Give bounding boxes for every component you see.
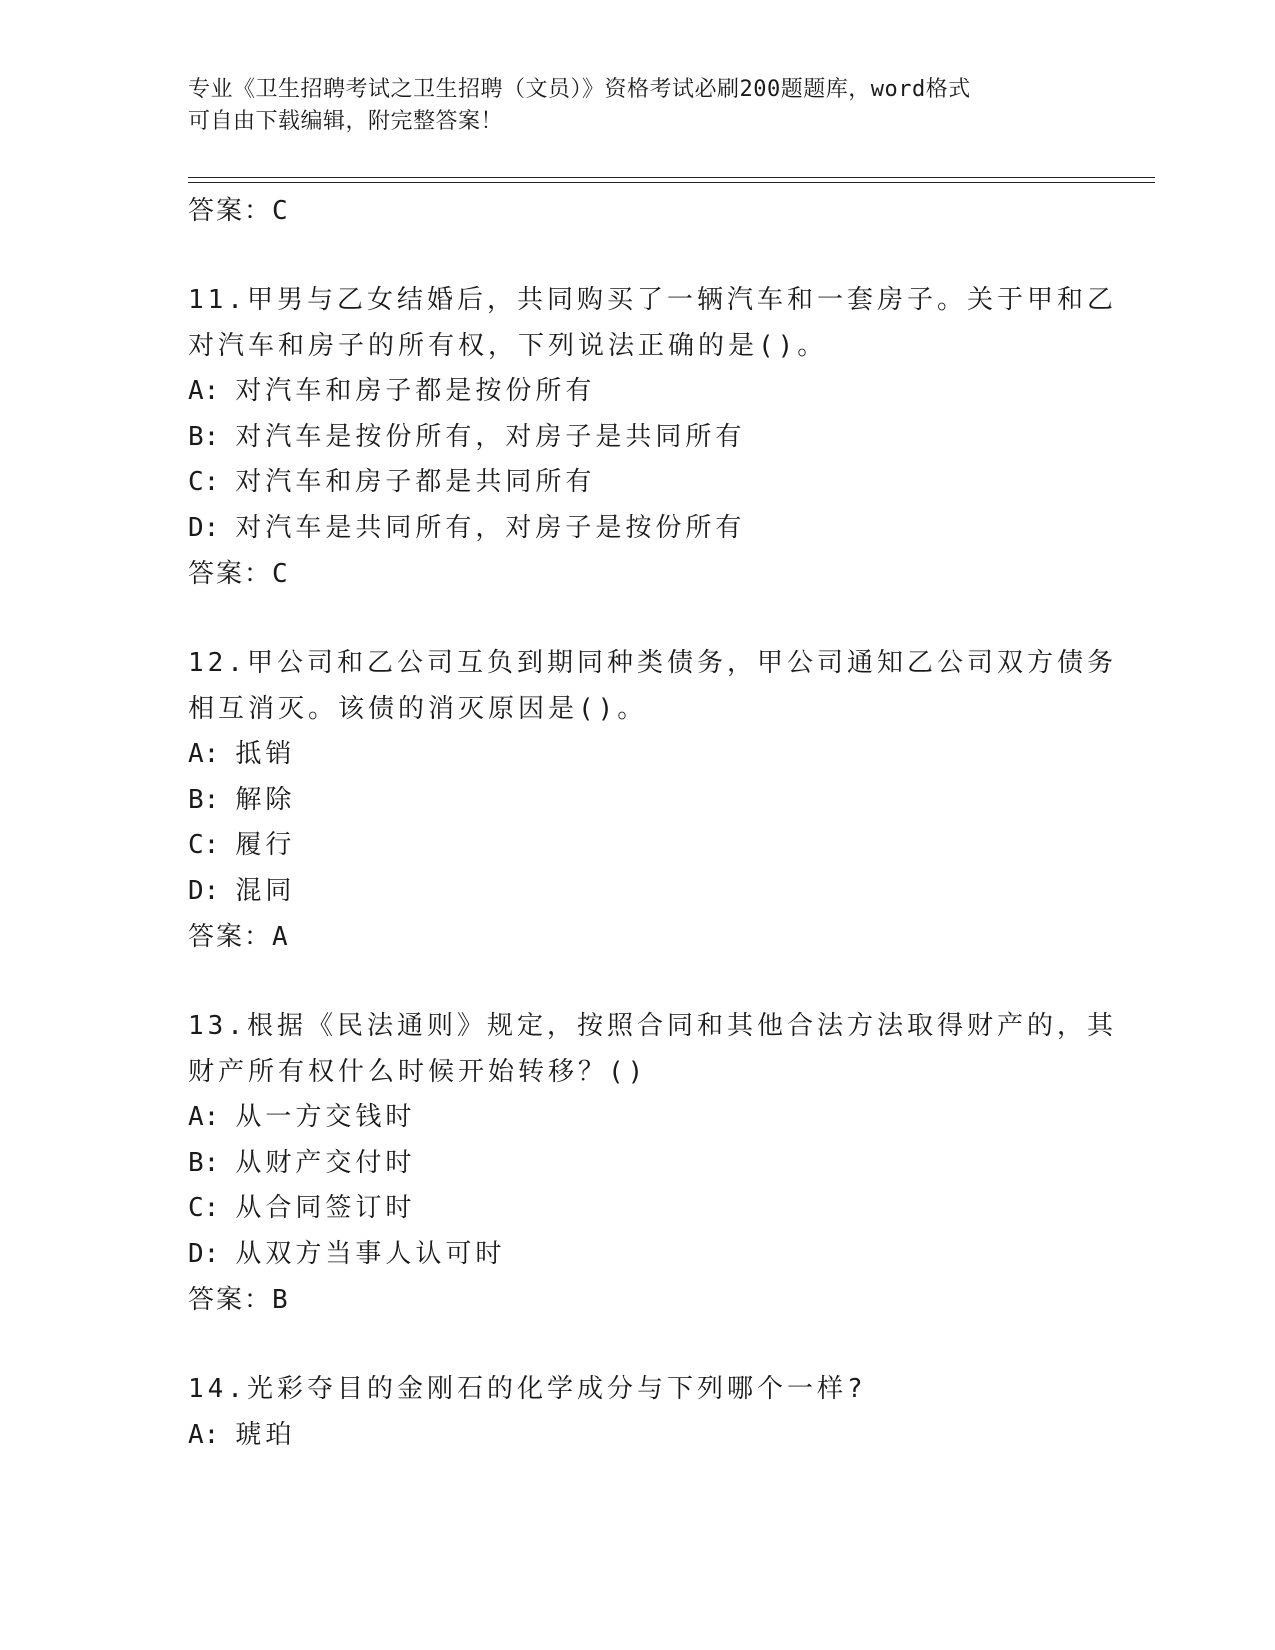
- option-text: 琥珀: [235, 1419, 296, 1450]
- option-key: A:: [188, 376, 220, 406]
- option-text: 从财产交付时: [235, 1147, 416, 1178]
- option-text: 解除: [235, 784, 296, 815]
- option-d: [188, 506, 1088, 552]
- option-key: D:: [188, 875, 220, 906]
- option-b: [188, 778, 1088, 824]
- option-key: D:: [188, 1238, 220, 1269]
- document-header: [188, 74, 1088, 138]
- option-text: 抵销: [235, 739, 296, 769]
- option-a: [188, 1095, 1088, 1141]
- answer-value: B: [272, 1285, 290, 1315]
- option-key: A:: [188, 739, 220, 769]
- option-c: [188, 1186, 1088, 1232]
- answer-line: [188, 914, 1088, 960]
- option-b: [188, 415, 1088, 461]
- option-a: [188, 369, 1088, 415]
- answer-label: 答案：: [188, 922, 273, 952]
- option-b: [188, 1141, 1088, 1187]
- option-a: [188, 1413, 1088, 1459]
- question-list: [188, 188, 1117, 1458]
- option-d: [188, 869, 1088, 915]
- question-item: [188, 1367, 1088, 1458]
- option-key: B:: [188, 1147, 220, 1178]
- option-text: 从合同签订时: [235, 1193, 416, 1223]
- answer-value: A: [272, 922, 290, 952]
- header-divider-top: [188, 177, 1155, 178]
- option-d: [188, 1232, 1088, 1278]
- question-item: [188, 278, 1117, 597]
- answer-label: 答案：: [188, 559, 273, 589]
- option-key: A:: [188, 1102, 220, 1132]
- answer-value: C: [272, 559, 290, 589]
- option-text: 混同: [235, 875, 296, 906]
- option-c: [188, 460, 1088, 506]
- option-text: 对汽车是共同所有，对房子是按份所有: [235, 512, 746, 543]
- option-c: [188, 823, 1088, 869]
- answer-label: 答案：: [188, 1285, 273, 1315]
- question-text-line: 财产所有权什么时候开始转移？(): [188, 1056, 648, 1087]
- option-text: 从双方当事人认可时: [235, 1238, 506, 1269]
- answer-value: C: [272, 196, 290, 226]
- answer-line: [188, 188, 1088, 234]
- option-a: [188, 732, 1088, 778]
- option-text: 从一方交钱时: [235, 1102, 416, 1132]
- option-key: D:: [188, 512, 220, 543]
- option-key: C:: [188, 1193, 220, 1223]
- option-key: B:: [188, 784, 220, 815]
- answer-line: [188, 551, 1088, 597]
- option-text: 对汽车和房子都是按份所有: [235, 376, 596, 406]
- option-text: 对汽车是按份所有，对房子是共同所有: [235, 421, 746, 452]
- header-line-1: 专业《卫生招聘考试之卫生招聘（文员）》资格考试必刷200题题库，word格式: [188, 77, 971, 102]
- option-key: A:: [188, 1419, 220, 1450]
- option-text: 对汽车和房子都是共同所有: [235, 467, 596, 497]
- question-text-line: 13.根据《民法通则》规定，按照合同和其他合法方法取得财产的，其: [188, 1011, 1117, 1041]
- header-line-2: 可自由下载编辑，附完整答案！: [188, 109, 504, 134]
- header-divider-bottom: [188, 182, 1155, 183]
- question-item: [188, 1004, 1117, 1323]
- question-text-line: 12.甲公司和乙公司互负到期同种类债务，甲公司通知乙公司双方债务: [188, 648, 1117, 678]
- question-text-line: 相互消灭。该债的消灭原因是()。: [188, 693, 648, 724]
- option-key: B:: [188, 421, 220, 452]
- question-text-line: 对汽车和房子的所有权，下列说法正确的是()。: [188, 330, 828, 361]
- question-text-line: 14.光彩夺目的金刚石的化学成分与下列哪个一样?: [188, 1374, 867, 1404]
- option-key: C:: [188, 467, 220, 497]
- answer-label: 答案：: [188, 196, 273, 226]
- question-item: [188, 641, 1117, 960]
- option-text: 履行: [235, 830, 296, 860]
- question-text-line: 11.甲男与乙女结婚后，共同购买了一辆汽车和一套房子。关于甲和乙: [188, 285, 1117, 315]
- option-key: C:: [188, 830, 220, 860]
- answer-line: [188, 1277, 1088, 1323]
